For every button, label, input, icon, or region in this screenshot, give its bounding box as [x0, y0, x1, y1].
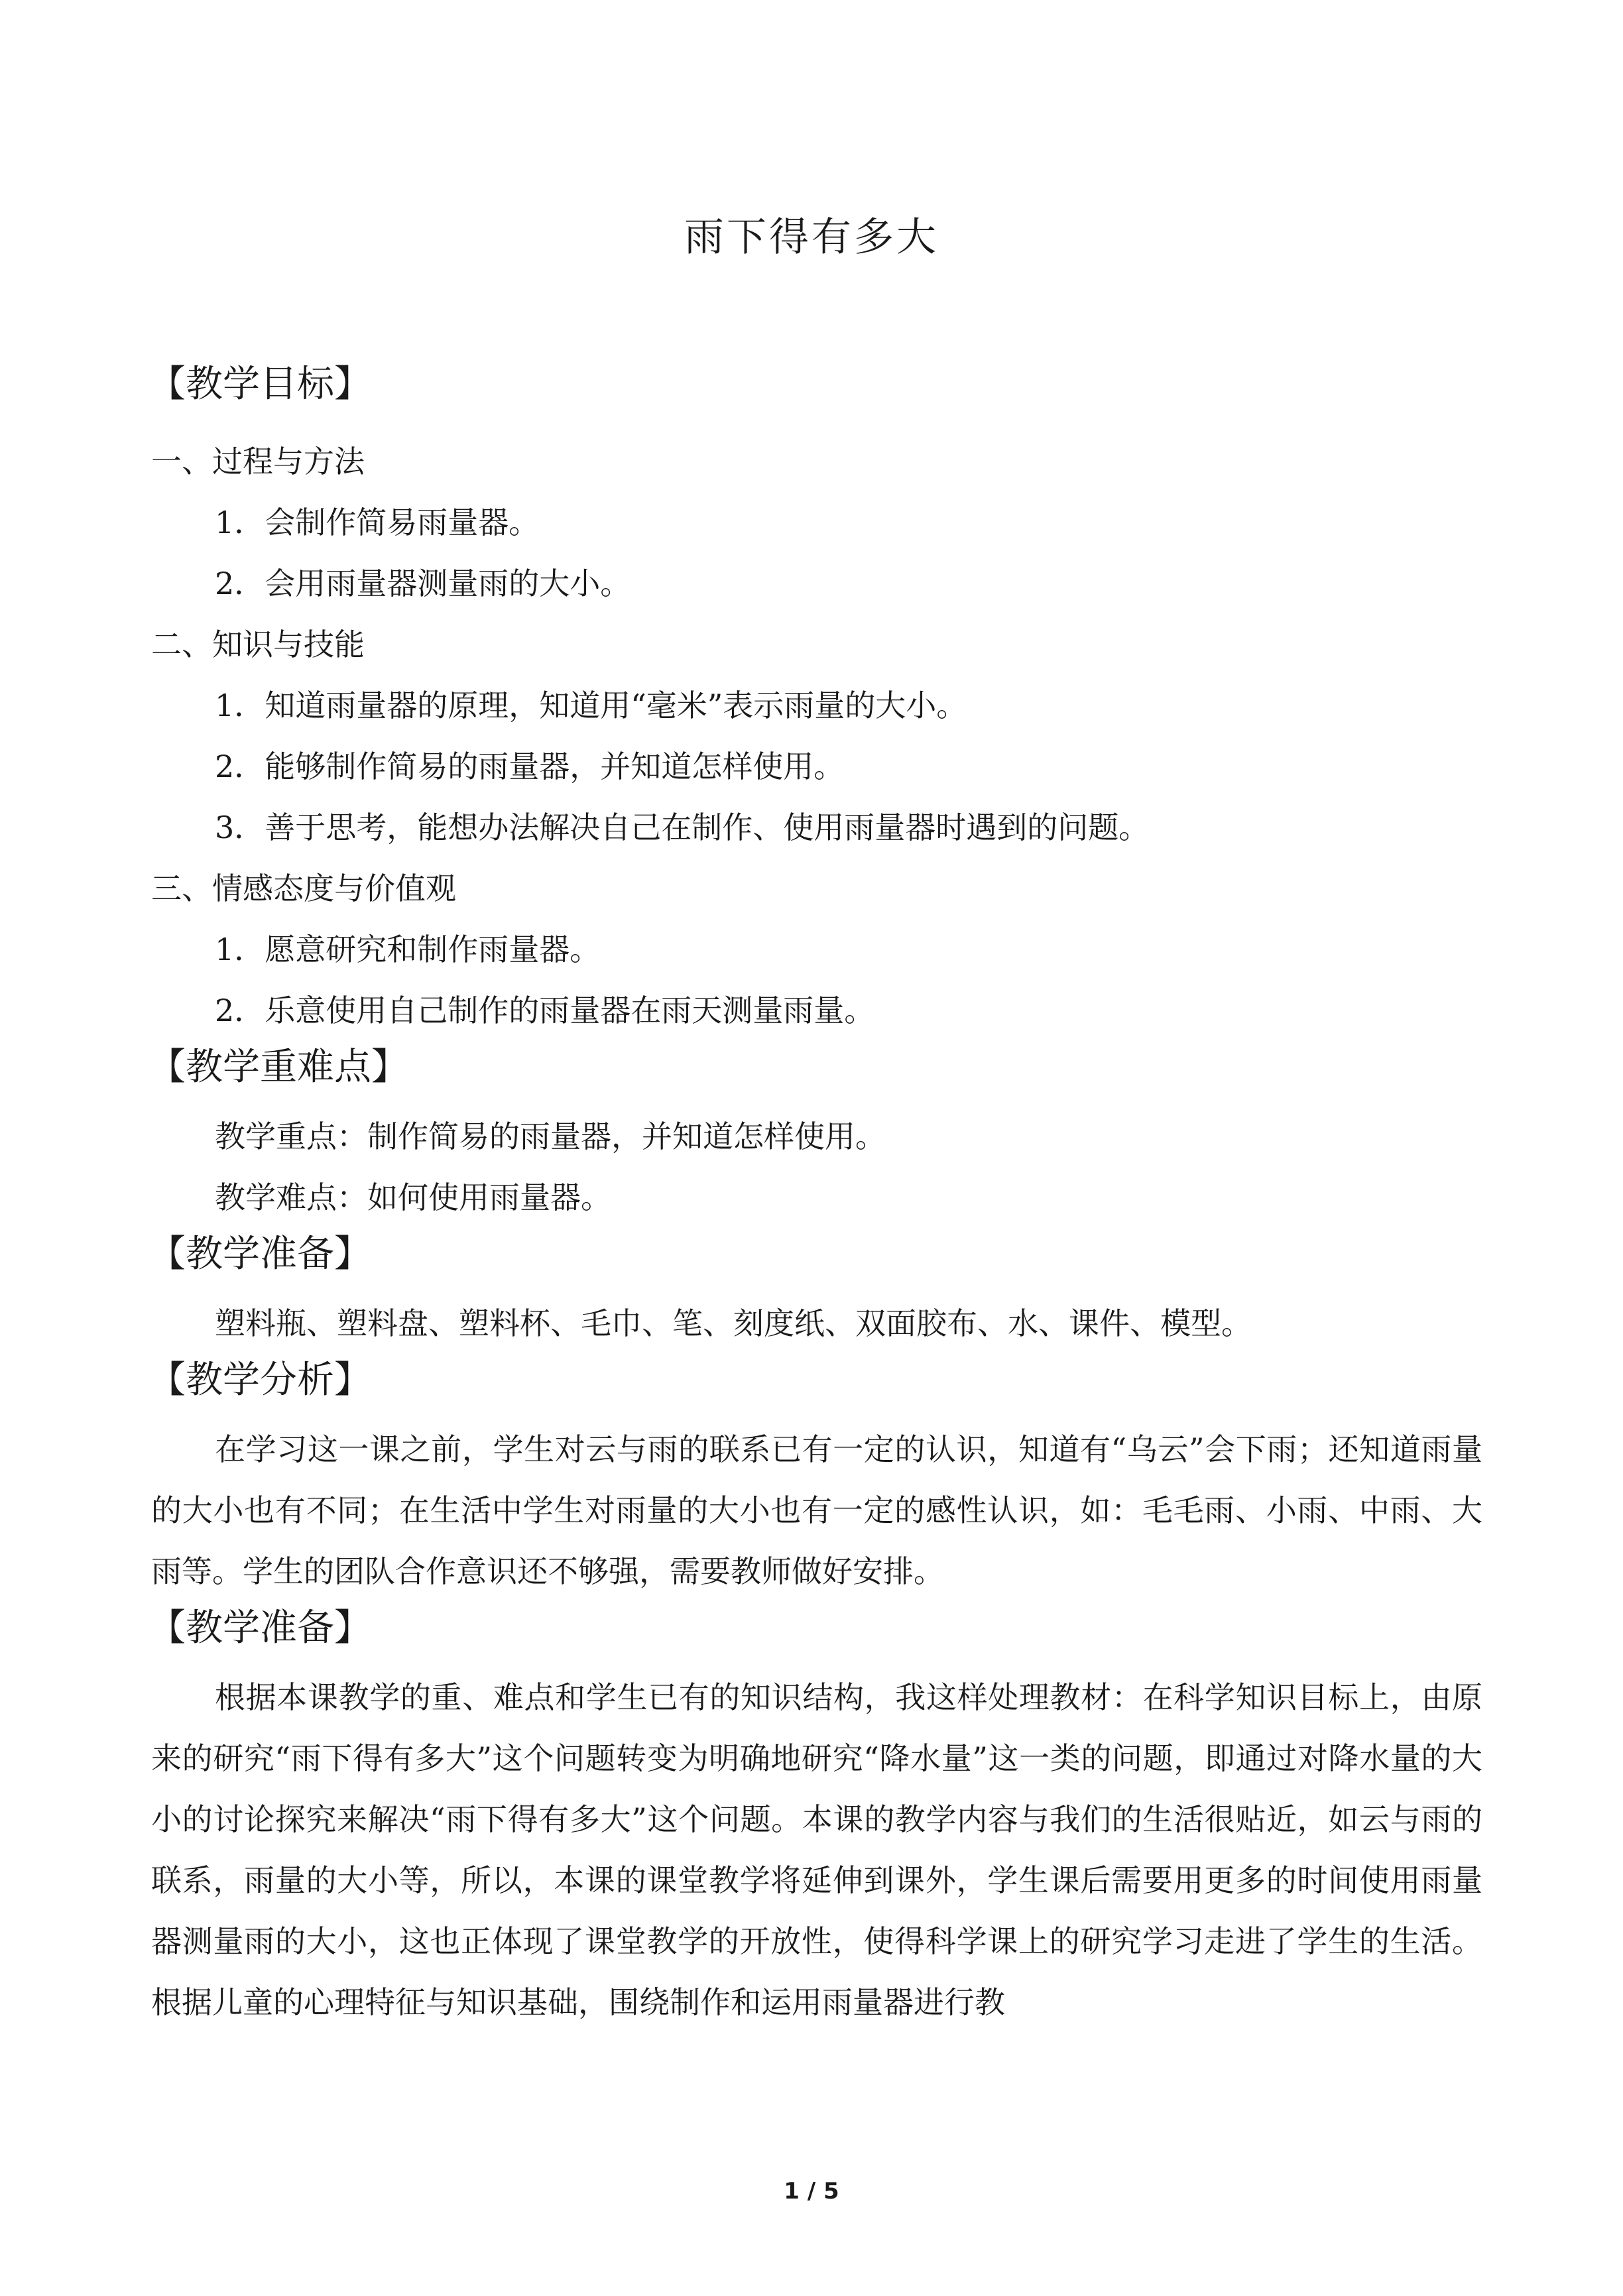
section-heading-preparation-2: 【教学准备】 — [149, 1606, 371, 1650]
key-point-line: 教学重点：制作简易的雨量器，并知道怎样使用。 — [215, 1118, 886, 1154]
analysis-text: 在学习这一课之前，学生对云与雨的联系已有一定的认识，知道有“乌云”会下雨；还知道雨量的大小也有不同；在生活中学生对雨量的大小也有一定的感性认识，如：毛毛雨、小雨、中雨、大雨等。学生的团队合作意识还不够强，需要教师做好安排。 — [151, 1431, 1482, 1589]
objective-item: 1．愿意研究和制作雨量器。 — [215, 932, 601, 967]
preparation-text: 塑料瓶、塑料盘、塑料杯、毛巾、笔、刻度纸、双面胶布、水、课件、模型。 — [215, 1305, 1252, 1341]
section-heading-analysis: 【教学分析】 — [149, 1359, 371, 1402]
page-number: 1 / 5 — [784, 2178, 839, 2205]
material-handling-text: 根据本课教学的重、难点和学生已有的知识结构，我这样处理教材：在科学知识目标上，由原来的研究“雨下得有多大”这个问题转变为明确地研究“降水量”这一类的问题，即通过对降水量的大小的讨论探究来解决“雨下得有多大”这个问题。本课的教学内容与我们的生活很贴近，如云与雨的联系，雨量的大小等，所以，本课的课堂教学将延伸到课外，学生课后需要用更多的时间使用雨量器测量雨的大小，这也正体现了课堂教学的开放性，使得科学课上的研究学习走进了学生的生活。根据儿童的心理特征与知识基础，围绕制作和运用雨量器进行教 — [151, 1679, 1482, 2020]
section-heading-objectives: 【教学目标】 — [149, 363, 371, 406]
section-heading-preparation: 【教学准备】 — [149, 1233, 371, 1276]
section-heading-key-points: 【教学重难点】 — [149, 1046, 408, 1089]
objective-group-title: 二、知识与技能 — [151, 627, 365, 662]
objective-item: 2．乐意使用自己制作的雨量器在雨天测量雨量。 — [215, 993, 875, 1028]
document-body — [151, 358, 1482, 2033]
objective-group-title: 一、过程与方法 — [151, 444, 365, 479]
objective-item: 2．会用雨量器测量雨的大小。 — [215, 566, 631, 601]
objective-group-title: 三、情感态度与价值观 — [151, 871, 456, 906]
objective-item: 1．知道雨量器的原理，知道用“毫米”表示雨量的大小。 — [215, 688, 967, 723]
document-title: 雨下得有多大 — [684, 214, 939, 261]
objective-item: 3．善于思考，能想办法解决自己在制作、使用雨量器时遇到的问题。 — [215, 810, 1150, 845]
objective-item: 2．能够制作简易的雨量器，并知道怎样使用。 — [215, 749, 845, 784]
key-point-line: 教学难点：如何使用雨量器。 — [215, 1179, 611, 1215]
objective-item: 1．会制作简易雨量器。 — [215, 505, 540, 540]
